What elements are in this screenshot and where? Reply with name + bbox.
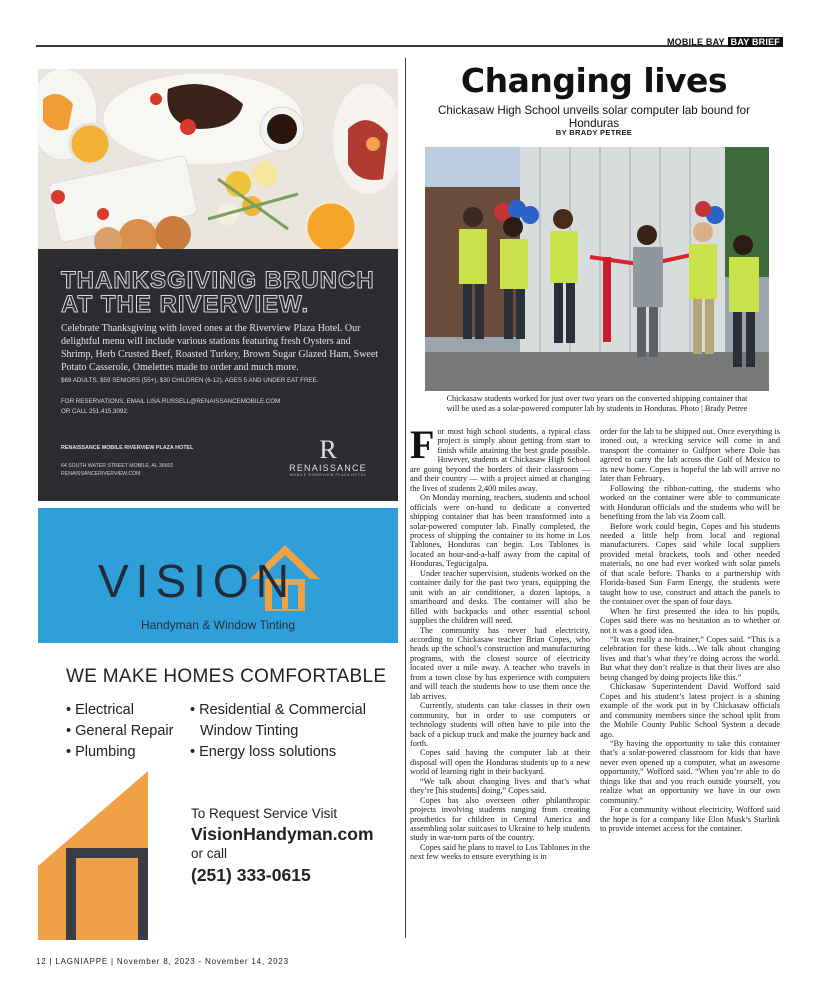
article-paragraph: Following the ribbon-cutting, the students who worked on the container were able to communicate with Honduran officials and the students who will be benefiting from the lab via Zoom call.	[600, 483, 780, 522]
article-headline: Changing lives	[460, 61, 728, 100]
reservation-email[interactable]: FOR RESERVATIONS, EMAIL LISA.RUSSELL@RENAISSANCEMOBILE.COM	[61, 398, 281, 405]
vision-brand: VISION	[98, 555, 296, 607]
service-item: • Plumbing	[66, 744, 136, 760]
hotel-address	[61, 462, 173, 478]
hotel-name: RENAISSANCE MOBILE RIVERVIEW PLAZA HOTEL	[61, 445, 194, 451]
logo-name: RENAISSANCE	[289, 463, 367, 473]
brunch-prices: $69 ADULTS, $59 SENIORS (55+), $30 CHILDREN (6-12), AGES 5 AND UNDER EAT FREE.	[61, 377, 319, 384]
page-folio: 12 | LAGNIAPPE | November 8, 2023 - November 14, 2023	[36, 957, 289, 966]
article-paragraph: “We talk about changing lives and that’s what they’re [his students] doing,” Copes said.	[410, 776, 590, 796]
service-item: • Electrical	[66, 702, 134, 718]
article-paragraph: Copes said he plans to travel to Los Tablones in the next few weeks to ensure everything is in	[410, 842, 590, 862]
drop-cap: F	[410, 422, 435, 467]
article-paragraph: For a community without electricity, Wofford said the hope is for a company like Elon Musk’s Starlink to provide internet access for the container.	[600, 805, 780, 834]
article-paragraph: On Monday morning, teachers, students and school officials were on-hand to dedicate a converted shipping container that has been transformed into a solar-powered computer lab. Finally completed, the process of shipping the container to its home in Los Tablones, Honduras can begin. Los Tablones is located an hour-and-a-half away from the capital of Honduras, Tegucigalpa.	[410, 493, 590, 569]
article-dek: Chickasaw High School unveils solar computer lab bound for Honduras	[438, 104, 750, 130]
caption-line2: will be used as a solar-powered computer lab by students in Honduras. Photo | Brady Petree	[446, 404, 748, 413]
cta-website[interactable]: VisionHandyman.com	[191, 824, 374, 844]
brunch-food-photo	[38, 69, 398, 249]
house-corner-graphic	[38, 766, 168, 940]
vision-cta	[191, 805, 374, 887]
service-item: • Energy loss solutions	[190, 744, 337, 760]
article-paragraph: Before work could begin, Copes and his students needed a little help from local and regional manufacturers. Copes said while local suppliers provided metal brackets, tools and other needed materials, no one had ever worked with solar panels of that scale before. Thanks to a partnership with Florida-based Sun Farm Energy, the students were taught how to use, construct and attach the panels to the container over the span of four days.	[600, 521, 780, 607]
brunch-title-line2: AT THE RIVERVIEW.	[61, 291, 310, 318]
article-paragraph: The community has never had electricity, according to Chickasaw teacher Brian Copes, who heads up the school’s construction and manufacturing programs, with the closest source of electricity located over a mile away. A teacher who travels in from a town close by has experience with computers and will teach the students how to use them once the lab arrives.	[410, 625, 590, 701]
article-column-2	[600, 427, 780, 833]
article-paragraph: Copes said having the computer lab at their disposal will open the Honduras students up to a new world of learning right in their backyard.	[410, 748, 590, 777]
reservation-phone[interactable]: OR CALL 251.415.3092.	[61, 408, 129, 415]
vision-tagline: WE MAKE HOMES COMFORTABLE	[66, 666, 387, 687]
article-paragraph: Under teacher supervision, students worked on the container daily for the past two years, equipping the unit with an air conditioner, a dozen laptops, a smartboard and desks. The container will also be filled with backpacks and other essential school supplies the children will need.	[410, 568, 590, 626]
cta-or-call: or call	[191, 846, 228, 861]
vision-ad[interactable]	[38, 508, 398, 940]
services-left-list	[66, 700, 173, 763]
renaissance-logo	[273, 437, 383, 477]
brunch-body: Celebrate Thanksgiving with loved ones at the Riverview Plaza Hotel. Our delightful menu will include various stations featuring fresh Oysters and Shrimp, Herb Crusted Beef, Roasted Turkey, Brown Sugar Glazed Ham, Sweet Potato Casserole, Omelettes made to order and much more.	[61, 323, 379, 373]
article-paragraph: Copes has also overseen other philanthropic projects involving students ranging from creating prosthetics for children in Central America and assembling solar suitcases to Ukraine to help students study in war-torn parts of the country.	[410, 795, 590, 843]
article-paragraph: order for the lab to be shipped out. Once everything is ironed out, a wrecking service will come in and transport the container to Gulfport where Dole has agreed to carry the lab across the Gulf of Mexico to its new home. Copes is hopeful the lab will arrive no later than February.	[600, 427, 780, 484]
cta-phone[interactable]: (251) 333-0615	[191, 865, 311, 885]
brunch-reservations	[61, 397, 381, 417]
article-column-1	[410, 422, 590, 862]
logo-sub: MOBILE RIVERVIEW PLAZA HOTEL	[289, 473, 367, 477]
brunch-ad-text	[38, 249, 398, 501]
photo-caption	[425, 394, 769, 414]
caption-line1: Chickasaw students worked for just over two years on the converted shipping container that	[446, 394, 748, 403]
service-item: Window Tinting	[200, 723, 299, 739]
services-right-list	[190, 700, 366, 763]
section-tag	[667, 37, 783, 47]
article-paragraph: “By having the opportunity to take this container that’s a solar-powered classroom for kids that have never even opened up a computer, what an awesome opportunity,” Wofford said. “When you’re able to do things like that and you reach outside yourself, you realize what an opportunity we have in our own community.”	[600, 738, 780, 805]
cta-intro: To Request Service Visit	[191, 806, 338, 821]
article-byline: BY BRADY PETREE	[555, 128, 633, 137]
service-item: • General Repair	[66, 723, 174, 739]
article-paragraph: “It was really a no-brainer,” Copes said. “This is a celebration for these kids…We talk about changing lives and that’s what they’re doing across the world. But what they don’t realize is that their lives are also being changed by doing projects like this.”	[600, 634, 780, 682]
brunch-ad[interactable]	[38, 69, 398, 501]
article-paragraph: Chickasaw Superintendent David Wofford said Copes and his student’s latest project is a shining example of the work put in by Chickasaw officials and community members since the school split from the Mobile County Public School System a decade ago.	[600, 682, 780, 739]
article-photo	[425, 147, 769, 391]
column-divider	[405, 58, 406, 938]
brunch-title-line1: THANKSGIVING BRUNCH	[61, 267, 375, 294]
vision-subtitle: Handyman & Window Tinting	[140, 618, 296, 632]
section-name: BAY BRIEF	[728, 37, 783, 47]
article-paragraph: or most high school students, a typical class project is simply about getting from start to finish while attaining the best grade possible. However, students at Chickasaw High School are going beyond the borders of their classroom — and their country — with a project aimed at changing the lives of students 2,400 miles away.	[410, 427, 590, 493]
logo-letter: R	[319, 435, 337, 464]
hotel-street: 64 SOUTH WATER STREET MOBILE, AL 36602	[61, 463, 174, 469]
article-paragraph: Currently, students can take classes in their own community, but in order to use computers or technology students will often have to pile into the back of a pickup truck and make the journey back and forth.	[410, 701, 590, 748]
hotel-website[interactable]: RENAISSANCERIVERVIEW.COM	[61, 471, 141, 477]
service-item: • Residential & Commercial	[190, 702, 366, 718]
section-brand: MOBILE BAY	[666, 37, 725, 47]
brunch-title	[61, 269, 381, 317]
article-paragraph: When he first presented the idea to his pupils, Copes said there was no hesitation as to whether or not it was a good idea.	[600, 606, 780, 635]
